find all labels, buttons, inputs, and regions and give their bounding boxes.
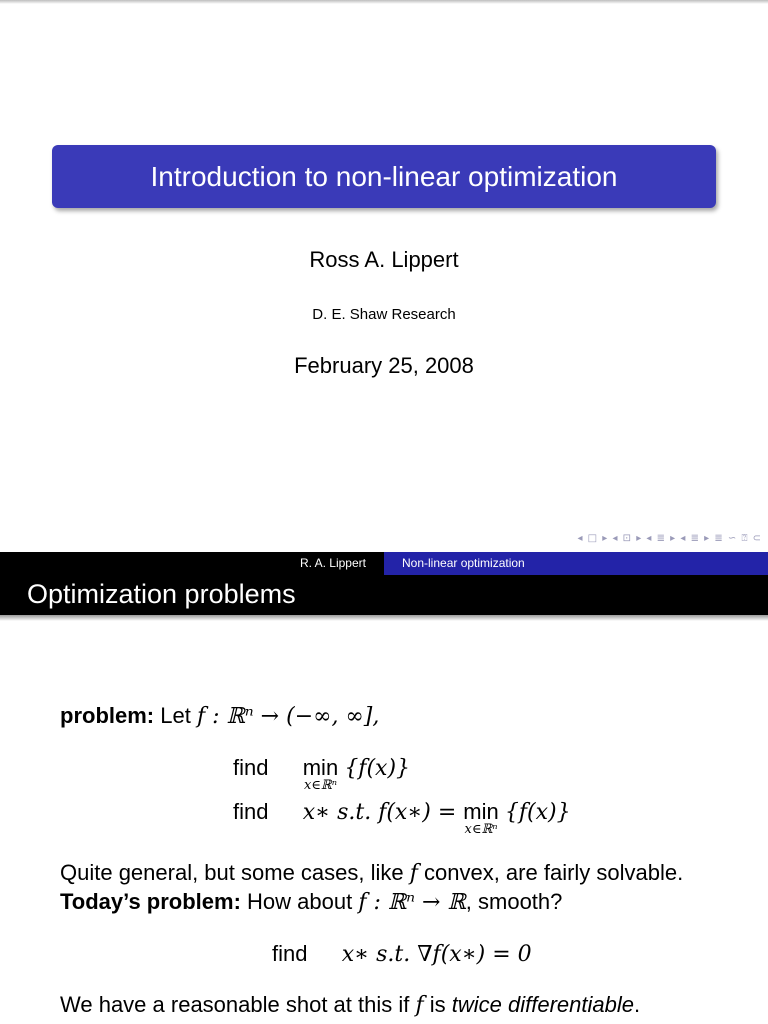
slide-title: Introduction to non-linear optimization bbox=[150, 161, 618, 192]
find2-min-operator bbox=[463, 799, 498, 836]
find3-word: find bbox=[272, 941, 308, 966]
find2-word: find bbox=[233, 799, 269, 824]
problem-label: problem: bbox=[60, 703, 155, 728]
author-name: Ross A. Lippert bbox=[309, 247, 459, 272]
shot-text-a: We have a reasonable shot at this if bbox=[60, 992, 416, 1017]
top-rule bbox=[0, 0, 768, 4]
problem-line bbox=[60, 703, 379, 729]
frame-title: Optimization problems bbox=[0, 575, 768, 615]
find3-equation: x∗ s.t. ∇f(x∗) = 0 bbox=[341, 942, 532, 967]
general-text-b: convex, are fairly solvable. bbox=[417, 860, 684, 885]
problem-math: f : ℝⁿ → (−∞, ∞], bbox=[196, 704, 380, 729]
general-statement bbox=[60, 860, 683, 886]
find2-min: min bbox=[463, 799, 499, 824]
equation-find-min bbox=[233, 755, 410, 792]
frame-title-shadow bbox=[0, 615, 768, 621]
headline-bar bbox=[0, 552, 768, 575]
beamer-navigation-icons[interactable]: ◂ □ ▸ ◂ ⊡ ▸ ◂ ≣ ▸ ◂ ≣ ▸ ≣ ∽ ⍰ ⊂ bbox=[577, 533, 762, 544]
find1-min: min bbox=[302, 755, 339, 780]
problem-lead: Let bbox=[160, 703, 197, 728]
shot-emphasis: twice differentiable bbox=[451, 992, 634, 1017]
find1-min-subscript: x∈ℝⁿ bbox=[303, 778, 337, 793]
headline-author: R. A. Lippert bbox=[299, 556, 366, 570]
reasonable-shot-line bbox=[60, 992, 640, 1018]
find2-argument: {f(x)} bbox=[504, 800, 571, 825]
shot-text-b: is bbox=[423, 992, 452, 1017]
find2-min-subscript: x∈ℝⁿ bbox=[464, 822, 498, 837]
todays-problem-label: Today’s problem: bbox=[60, 889, 241, 914]
shot-f: f bbox=[415, 993, 424, 1018]
todays-text-b: , smooth? bbox=[465, 889, 563, 914]
find1-min-operator bbox=[303, 755, 338, 792]
general-f: f bbox=[409, 861, 418, 886]
headline-title: Non-linear optimization bbox=[384, 552, 768, 575]
find1-word: find bbox=[233, 755, 269, 780]
institution: D. E. Shaw Research bbox=[312, 306, 456, 323]
todays-text-a: How about bbox=[240, 889, 359, 914]
shot-text-c: . bbox=[633, 992, 641, 1017]
equation-find-gradient bbox=[272, 941, 532, 967]
todays-problem-line bbox=[60, 889, 562, 915]
todays-math: f : ℝⁿ → ℝ bbox=[358, 890, 466, 915]
find2-lead: x∗ s.t. f(x∗) = bbox=[302, 800, 464, 825]
slide-title-box bbox=[52, 145, 716, 208]
find1-argument: {f(x)} bbox=[344, 756, 411, 781]
presentation-date: February 25, 2008 bbox=[294, 353, 474, 378]
equation-find-argmin bbox=[233, 799, 571, 836]
general-text-a: Quite general, but some cases, like bbox=[60, 860, 410, 885]
